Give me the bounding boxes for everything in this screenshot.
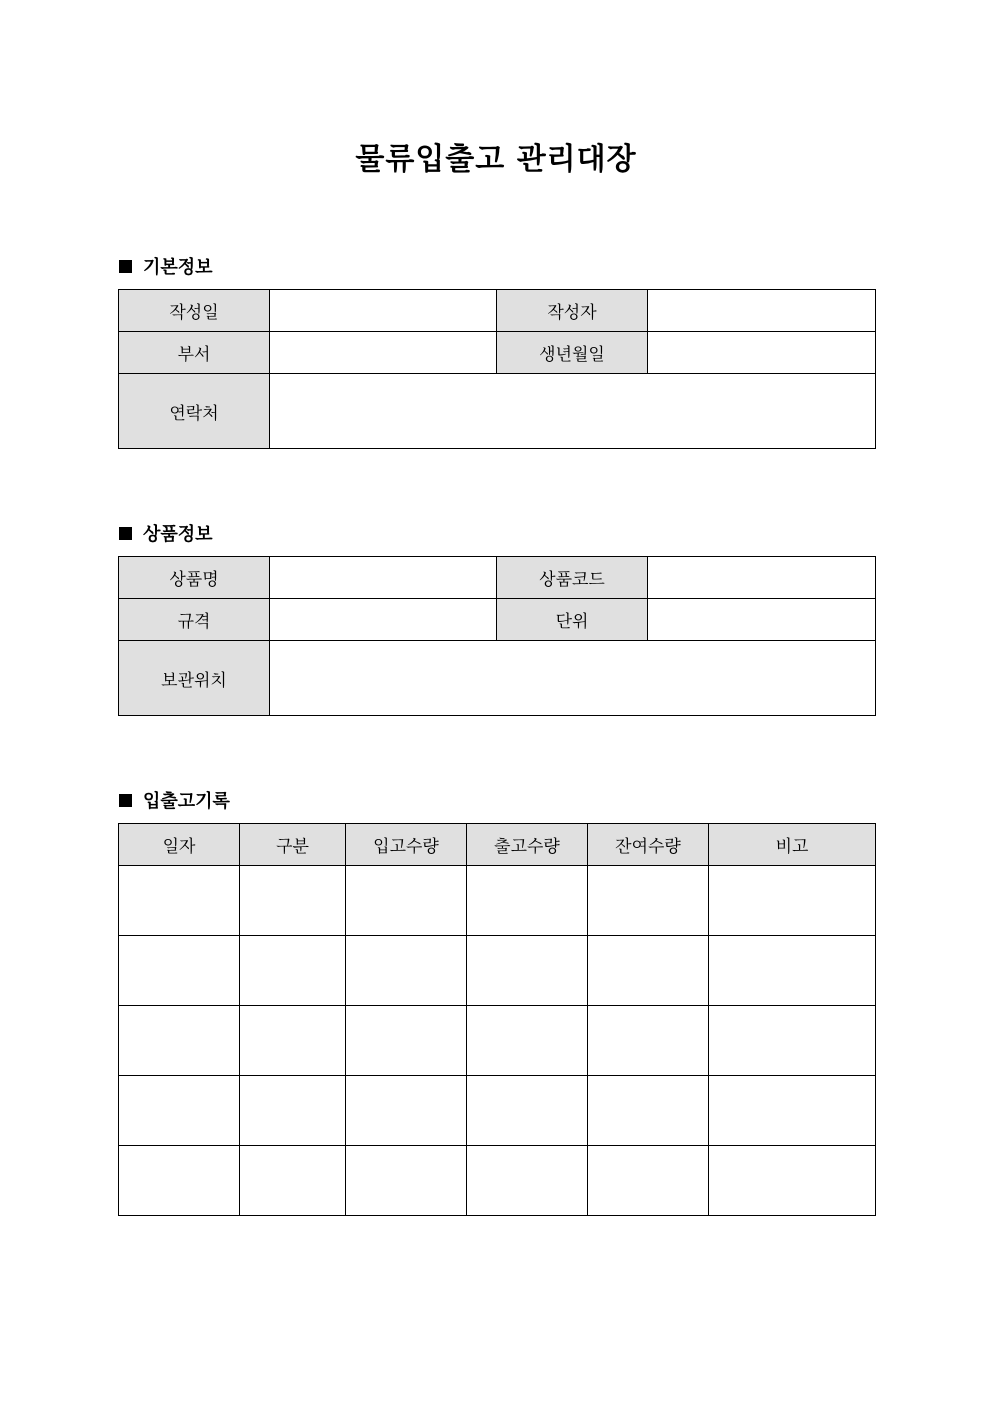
remaining-qty-cell[interactable] (588, 1146, 709, 1216)
outbound-qty-cell[interactable] (467, 1006, 588, 1076)
records-table (118, 823, 876, 1216)
table-row (119, 290, 876, 332)
page-title: 물류입출고 관리대장 (355, 142, 637, 177)
product-name-label: 상품명 (119, 557, 270, 599)
type-cell[interactable] (240, 1076, 346, 1146)
birthdate-label: 생년월일 (497, 332, 648, 374)
date-cell[interactable] (119, 1006, 240, 1076)
column-header-type: 구분 (240, 824, 346, 866)
square-bullet-icon (119, 260, 132, 273)
table-row (119, 1076, 876, 1146)
column-header-remarks: 비고 (709, 824, 876, 866)
storage-location-label: 보관위치 (119, 641, 270, 716)
spec-label: 규격 (119, 599, 270, 641)
outbound-qty-cell[interactable] (467, 1076, 588, 1146)
product-info-table (118, 556, 876, 716)
outbound-qty-cell[interactable] (467, 866, 588, 936)
remarks-cell[interactable] (709, 1076, 876, 1146)
section-title: 기본정보 (143, 257, 213, 278)
product-code-field[interactable] (648, 557, 876, 599)
inbound-qty-cell[interactable] (346, 1076, 467, 1146)
column-header-inbound-qty: 입고수량 (346, 824, 467, 866)
remaining-qty-cell[interactable] (588, 936, 709, 1006)
type-cell[interactable] (240, 936, 346, 1006)
square-bullet-icon (119, 794, 132, 807)
spec-field[interactable] (270, 599, 497, 641)
section-heading-records (119, 787, 230, 813)
section-title: 상품정보 (143, 524, 213, 545)
written-date-field[interactable] (270, 290, 497, 332)
type-cell[interactable] (240, 1006, 346, 1076)
table-row (119, 1146, 876, 1216)
inbound-qty-cell[interactable] (346, 1146, 467, 1216)
author-field[interactable] (648, 290, 876, 332)
column-header-remaining-qty: 잔여수량 (588, 824, 709, 866)
type-cell[interactable] (240, 1146, 346, 1216)
remarks-cell[interactable] (709, 1146, 876, 1216)
written-date-label: 작성일 (119, 290, 270, 332)
square-bullet-icon (119, 527, 132, 540)
table-row (119, 1006, 876, 1076)
outbound-qty-cell[interactable] (467, 936, 588, 1006)
remarks-cell[interactable] (709, 936, 876, 1006)
inbound-qty-cell[interactable] (346, 866, 467, 936)
contact-label: 연락처 (119, 374, 270, 449)
unit-label: 단위 (497, 599, 648, 641)
table-row (119, 374, 876, 449)
remarks-cell[interactable] (709, 1006, 876, 1076)
author-label: 작성자 (497, 290, 648, 332)
table-row (119, 936, 876, 1006)
unit-field[interactable] (648, 599, 876, 641)
date-cell[interactable] (119, 866, 240, 936)
column-header-date: 일자 (119, 824, 240, 866)
table-row (119, 641, 876, 716)
table-row (119, 557, 876, 599)
column-header-outbound-qty: 출고수량 (467, 824, 588, 866)
section-title: 입출고기록 (143, 791, 230, 812)
table-row (119, 866, 876, 936)
birthdate-field[interactable] (648, 332, 876, 374)
remaining-qty-cell[interactable] (588, 866, 709, 936)
remaining-qty-cell[interactable] (588, 1076, 709, 1146)
product-name-field[interactable] (270, 557, 497, 599)
inbound-qty-cell[interactable] (346, 1006, 467, 1076)
table-row (119, 332, 876, 374)
product-code-label: 상품코드 (497, 557, 648, 599)
inbound-qty-cell[interactable] (346, 936, 467, 1006)
department-label: 부서 (119, 332, 270, 374)
section-heading-product-info (119, 520, 213, 546)
date-cell[interactable] (119, 1076, 240, 1146)
remarks-cell[interactable] (709, 866, 876, 936)
section-heading-basic-info (119, 253, 213, 279)
department-field[interactable] (270, 332, 497, 374)
basic-info-table (118, 289, 876, 449)
table-header-row (119, 824, 876, 866)
contact-field[interactable] (270, 374, 876, 449)
type-cell[interactable] (240, 866, 346, 936)
remaining-qty-cell[interactable] (588, 1006, 709, 1076)
storage-location-field[interactable] (270, 641, 876, 716)
date-cell[interactable] (119, 936, 240, 1006)
table-row (119, 599, 876, 641)
date-cell[interactable] (119, 1146, 240, 1216)
outbound-qty-cell[interactable] (467, 1146, 588, 1216)
